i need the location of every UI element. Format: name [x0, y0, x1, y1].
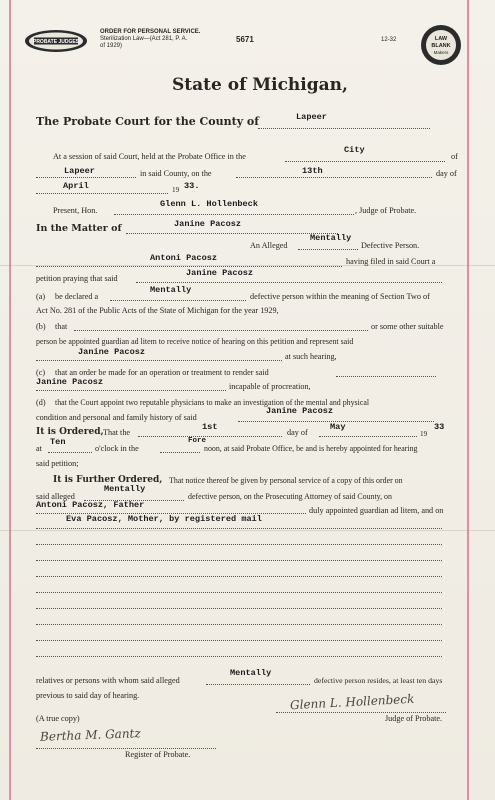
judge-signature: Glenn L. Hollenbeck	[289, 691, 415, 713]
relatives-condition-line	[206, 684, 310, 685]
item-c-label: (c)	[36, 368, 46, 377]
item-a-text1: be declared a	[55, 292, 99, 301]
further-lead: It is Further Ordered,	[53, 475, 163, 485]
item-d-subject: Janine Pacosz	[266, 406, 334, 416]
item-b-text4: at such hearing,	[285, 352, 337, 361]
item-d-label: (d)	[36, 398, 46, 407]
left-margin-rule	[9, 0, 11, 800]
ordered-at: at	[36, 444, 42, 453]
ordered-oclock: o'clock in the	[95, 444, 139, 453]
true-copy: (A true copy)	[36, 714, 80, 723]
relatives-text3: previous to said day of hearing.	[36, 691, 140, 700]
session-month: April	[63, 181, 89, 191]
session-city: Lapeer	[64, 166, 95, 176]
page-title: State of Michigan,	[172, 75, 348, 95]
further-text2: said alleged	[36, 492, 75, 501]
blank-line	[36, 592, 442, 593]
filed-text: having filed in said Court a	[346, 257, 436, 266]
alleged-text: An Alleged	[250, 241, 288, 250]
relatives-text1: relatives or persons with whom said alleged	[36, 676, 180, 685]
session-day-of: day of	[436, 169, 457, 178]
month-line	[36, 193, 168, 194]
right-margin-rule	[467, 0, 469, 800]
item-d-text1: that the Court appoint two reputable physicians to make an investigation of the mental and physical	[55, 398, 370, 407]
fold-crease	[0, 530, 495, 531]
item-a-text3: Act No. 281 of the Public Acts of the State of Michigan for the year 1929,	[36, 306, 279, 315]
badge-text: PROBATE JUDGES	[32, 39, 80, 45]
form-title: ORDER FOR PERSONAL SERVICE.	[100, 29, 201, 35]
ordered-hour-line	[48, 452, 92, 453]
register-signature: Bertha M. Gantz	[39, 726, 141, 744]
condition-line	[298, 249, 358, 250]
others-line	[36, 528, 442, 529]
item-c-text1: that an order be made for an operation or treatment to render said	[55, 368, 269, 377]
matter-person: Janine Pacosz	[174, 219, 242, 229]
seal-bot: Makers	[433, 50, 449, 55]
item-a-condition: Mentally	[150, 285, 192, 295]
further-guardian: Antoni Pacosz, Father	[36, 500, 145, 510]
ordered-text3: said petition;	[36, 459, 79, 468]
relatives-condition: Mentally	[230, 668, 272, 678]
session-year: 33.	[184, 181, 200, 191]
matter-condition: Mentally	[310, 233, 352, 243]
further-text3: defective person, on the Prosecuting Attorney of said County, on	[188, 492, 392, 501]
judge-line	[114, 214, 354, 215]
blank-line	[36, 624, 442, 625]
session-place: City	[344, 145, 365, 155]
matter-line	[126, 233, 338, 234]
item-b-label: (b)	[36, 322, 46, 331]
register-signature-line	[36, 748, 216, 749]
judge-title: Judge of Probate.	[385, 714, 443, 723]
praying-text: petition praying that said	[36, 274, 118, 283]
item-a-text2: defective person within the meaning of Section Two of	[250, 292, 430, 301]
ordered-year: 33	[434, 422, 445, 432]
ordered-month: May	[330, 422, 346, 432]
register-title: Register of Probate.	[125, 750, 191, 759]
county-line	[258, 128, 430, 129]
praying-line	[136, 282, 442, 283]
law-blank-makers-seal-icon	[420, 24, 462, 66]
further-text4: duly appointed guardian ad litem, and on	[309, 506, 444, 515]
item-c-text2: incapable of procreation,	[229, 382, 311, 391]
relatives-text2: defective person resides, at least ten days	[314, 676, 443, 685]
session-place-line	[285, 161, 445, 162]
ordered-day-line	[138, 436, 282, 437]
ordered-day: 1st	[202, 422, 218, 432]
matter-prefix: In the Matter of	[36, 223, 122, 234]
county-value: Lapeer	[296, 112, 327, 122]
present-text: Present, Hon.	[53, 206, 98, 215]
ordered-period: Fore	[188, 437, 207, 445]
item-c-line	[336, 376, 436, 377]
ordered-hour: Ten	[50, 437, 66, 447]
session-year-prefix: 19	[172, 186, 180, 194]
item-b-text3: person be appointed guardian ad litem to receive notice of hearing on this petition and represent said	[36, 337, 354, 346]
further-text1: That notice thereof be given by personal service of a copy of this order on	[169, 476, 403, 485]
stock-code: 12-32	[381, 37, 397, 43]
session-text2: in said County, on the	[140, 169, 212, 178]
item-b-subject-line	[36, 360, 282, 361]
matter-suffix: Defective Person.	[361, 241, 420, 250]
item-c-subject-line	[36, 390, 226, 391]
judge-signature-line	[276, 712, 446, 713]
further-condition: Mentally	[104, 484, 146, 494]
item-c-subject: Janine Pacosz	[36, 377, 104, 387]
session-text: At a session of said Court, held at the Probate Office in the	[53, 152, 246, 161]
probate-judges-badge-icon	[24, 29, 88, 53]
form-law: Sterilization Law—(Act 281, P. A.	[100, 36, 188, 42]
ordered-month-line	[319, 436, 417, 437]
ordered-year-prefix: 19	[420, 430, 428, 438]
session-of: of	[451, 152, 458, 161]
blank-line	[36, 656, 442, 657]
petition-subject: Janine Pacosz	[186, 268, 254, 278]
item-a-line	[110, 300, 246, 301]
petitioner-line	[36, 266, 342, 267]
petitioner-name: Antoni Pacosz	[150, 253, 218, 263]
further-others: Eva Pacosz, Mother, by registered mail	[66, 514, 262, 524]
blank-line	[36, 576, 442, 577]
seal-top: LAW	[434, 36, 448, 42]
ordered-period-line	[160, 452, 200, 453]
blank-line	[36, 608, 442, 609]
blank-line	[36, 544, 442, 545]
item-b-text1: that	[55, 322, 68, 331]
court-prefix: The Probate Court for the County of	[36, 115, 259, 128]
judge-name: Glenn L. Hollenbeck	[160, 199, 258, 209]
ordered-text2: noon, at said Probate Office, be and is hereby appointed for hearing	[204, 444, 418, 453]
item-b-text2: or some other suitable	[371, 322, 444, 331]
form-year: of 1929)	[100, 43, 123, 49]
seal-mid: BLANK	[431, 43, 451, 49]
city-line	[36, 177, 136, 178]
ordered-lead: It is Ordered,	[36, 427, 104, 437]
form-number: 5671	[236, 35, 254, 44]
item-b-line	[74, 330, 368, 331]
judge-suffix: , Judge of Probate.	[355, 206, 417, 215]
day-line	[236, 177, 432, 178]
blank-line	[36, 560, 442, 561]
ordered-day-of: day of	[287, 428, 308, 437]
session-day: 13th	[302, 166, 323, 176]
item-d-text2: condition and personal and family history of said	[36, 413, 197, 422]
ordered-text1: That the	[103, 428, 131, 437]
blank-line	[36, 640, 442, 641]
item-a-label: (a)	[36, 292, 46, 301]
item-b-subject: Janine Pacosz	[78, 347, 146, 357]
